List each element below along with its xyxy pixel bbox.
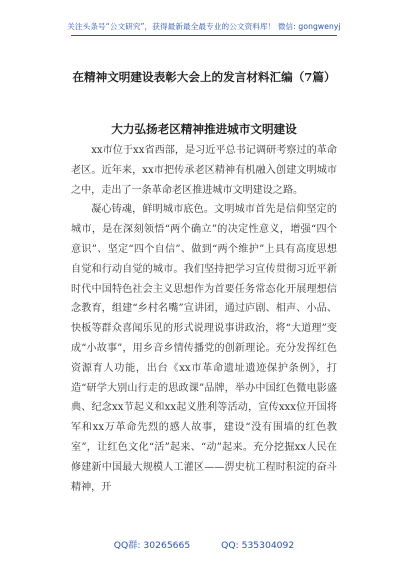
header-divider <box>71 35 337 36</box>
footer-contact <box>0 537 408 551</box>
body-text <box>71 141 337 497</box>
paragraph: xx市位于xx省西部，是习近平总书记调研考察过的革命老区。近年来，xx市把传承老区精神有机融入创建文明城市之中，走出了一条革命老区推进城市文明建设之路。 <box>71 145 337 196</box>
section-title: 大力弘扬老区精神推进城市文明建设 <box>111 122 297 136</box>
footer-qq-group: QQ群: 30265665 <box>113 540 191 551</box>
paragraph: 凝心铸魂，鲜明城市底色。文明城市首先是信仰坚定的城市，是在深刻领悟“两个确立”的决定性意义，增强“四个意识”、坚定“四个自信”、做到“两个维护”上具有高度思想自觉和行动自觉的城市。我们坚持把学习宣传贯彻习近平新时代中国特色社会主义思想作为首要任务常态化开展理想信念教育，组建“乡村名嘴”宣讲团，通过庐剧、相声、小品、快板等群众喜闻乐见的形式说理说事讲政治，将“大道理”变成“小故事”，用乡音乡情传播党的创新理论。充分发挥红色资源育人功能，出台《xx市革命遗址遗迹保护条例》，打造“研学大别山行走的思政课”品牌，举办中国红色微电影盛典、纪念xx节起义和xx起义胜利等活动，宣传xxx位开国将军和xx万革命先烈的感人故事，建设“没有围墙的红色教室”，让红色文化“活”起来、“动”起来。充分挖掘xx人民在修建新中国最大规模人工灌区——淠史杭工程时积淀的奋斗精神，开 <box>71 204 337 493</box>
document-title: 在精神文明建设表彰大会上的发言材料汇编（7篇） <box>72 70 336 84</box>
header-promo-note: 关注头条号“公文研究”，获得最新最全最专业的公文资料库！ 微信: gongwenyj <box>67 22 341 31</box>
footer-qq-number: QQ: 535304092 <box>221 540 295 551</box>
